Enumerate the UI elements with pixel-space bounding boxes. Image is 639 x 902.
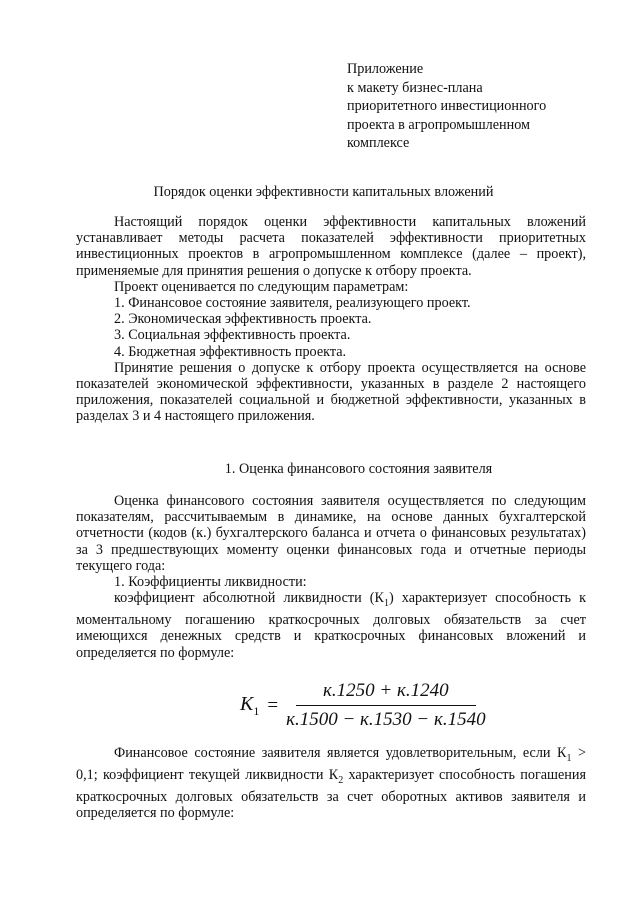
formula-numerator: к.1250 + к.1240 xyxy=(323,680,449,701)
after-text-2: > 0,1; коэффициент текущей ликвидности К xyxy=(76,745,586,784)
appendix-line: проекта в агропромышленном xyxy=(347,116,531,133)
param-item: 1. Финансовое состояние заявителя, реализующего проект. xyxy=(114,295,471,312)
formula-lhs-sub: 1 xyxy=(253,703,260,718)
formula-k1 xyxy=(240,680,486,731)
absolute-sub: 1 xyxy=(383,598,389,610)
appendix-line: Приложение xyxy=(347,61,424,77)
absolute-liquidity-paragraph xyxy=(76,590,586,661)
after-text-1: Финансовое состояние заявителя является удовлетворительным, если К xyxy=(114,745,567,761)
after-text-3: характеризует способность погашения краткосрочных долговых обязательств за счет оборотных активов заявителя и определяется по формуле: xyxy=(76,767,586,822)
section1-paragraph: Оценка финансового состояния заявителя осуществляется по следующим показателям, рассчитываемым в динамике, на основе данных бухгалтерской отчетности (кодов (к.) бухгалтерского баланса и отчета о финансовых результатах) за 3 предшествующих моменту оценки финансовых года и отчетные периоды текущего года: xyxy=(76,493,586,574)
section-title: 1. Оценка финансового состояния заявителя xyxy=(224,461,493,477)
absolute-text-pre: коэффициент абсолютной ликвидности (К xyxy=(114,590,384,607)
formula-denominator: к.1500 − к.1530 − к.1540 xyxy=(286,709,486,731)
formula-lhs-symbol: K xyxy=(240,692,254,715)
param-item: 2. Экономическая эффективность проекта. xyxy=(114,311,372,328)
params-lead: Проект оценивается по следующим параметрам: xyxy=(114,278,409,295)
appendix-header xyxy=(347,60,617,153)
appendix-line: комплексе xyxy=(347,135,410,151)
after-formula-block xyxy=(76,745,586,821)
liquidity-heading: 1. Коэффициенты ликвидности: xyxy=(114,574,307,591)
param-item: 4. Бюджетная эффективность проекта. xyxy=(114,343,347,360)
formula-fraction xyxy=(286,680,486,731)
decision-paragraph: Принятие решения о допуске к отбору проекта осуществляется на основе показателей экономической эффективности, указанных в разделе 2 настоящего приложения, показателей социальной и бюджетной эффективности, указанных в разделах 3 и 4 настоящего приложения. xyxy=(76,359,586,425)
document-title: Порядок оценки эффективности капитальных вложений xyxy=(153,184,494,200)
intro-block xyxy=(76,214,586,425)
formula-equals: = xyxy=(267,694,279,716)
after-formula-paragraph xyxy=(76,745,586,821)
formula-lhs xyxy=(240,693,259,719)
intro-paragraph: Настоящий порядок оценки эффективности капитальных вложений устанавливает методы расчета показателей эффективности приоритетных инвестиционных проектов в агропромышленном комплексе (далее – проект), применяемые для принятия решения о допуске к отбору проекта. xyxy=(76,214,586,279)
appendix-line: приоритетного инвестиционного xyxy=(347,98,547,114)
section1-block xyxy=(76,493,586,661)
after-sub-2: 2 xyxy=(338,774,344,786)
appendix-line: к макету бизнес-плана xyxy=(347,79,483,96)
after-sub-1: 1 xyxy=(566,752,572,764)
param-item: 3. Социальная эффективность проекта. xyxy=(114,327,351,344)
absolute-text-post: ) характеризует способность к моментальному погашению краткосрочных долговых обязательств за счет имеющихся денежных средств и краткосрочных финансовых вложений и определяется по формуле: xyxy=(76,590,586,661)
